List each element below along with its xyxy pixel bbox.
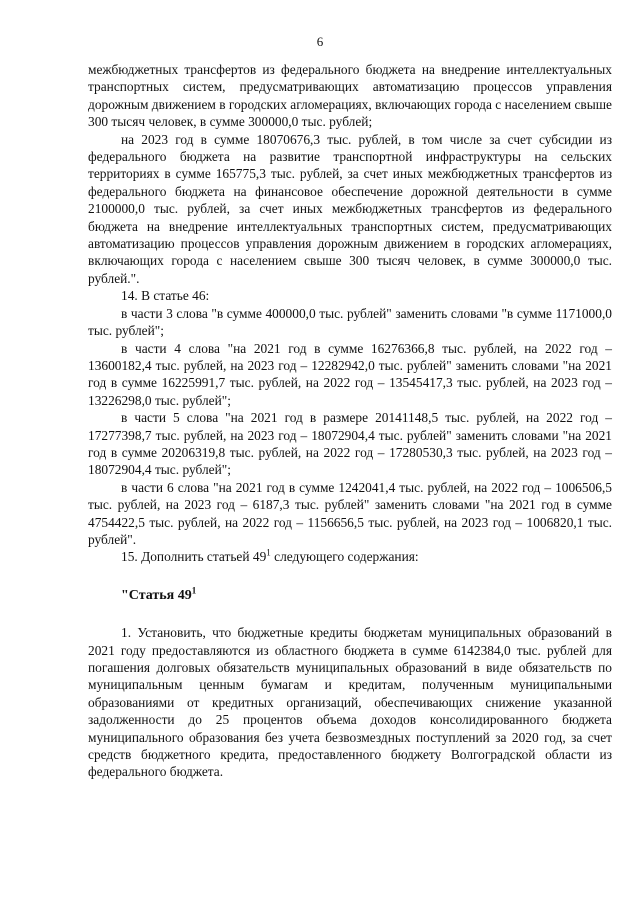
- article-heading-superscript: 1: [191, 585, 197, 596]
- item-15-text: 15. Дополнить статьей 49: [121, 549, 267, 565]
- document-body: [88, 61, 612, 781]
- page-number: 6: [316, 34, 324, 49]
- article-heading: [88, 587, 612, 604]
- paragraph-transfers-continuation: межбюджетных трансфертов из федерального бюджета на внедрение интеллектуальных транспортных систем, предусматривающих автоматизацию процессов управления дорожным движением в городских агломерациях, включающих города с населением свыше 300 тысяч человек, в сумме 300000,0 тыс. рублей;: [88, 62, 612, 130]
- paragraph-2023-year: на 2023 год в сумме 18070676,3 тыс. рублей, в том числе за счет субсидии из федерального бюджета на развитие транспортной инфраструктуры на сельских территориях в сумме 165775,3 тыс. рублей, за счет иных межбюджетных трансфертов из федерального бюджета на финансовое обеспечение дорожной деятельности в сумме 2100000,0 тыс. рублей, за счет иных межбюджетных трансфертов из федерального бюджета на внедрение интеллектуальных транспортных систем, предусматривающих автоматизацию процессов управления дорожным движением в городских агломерациях, включающих города с населением свыше 300 тысяч человек, в сумме 300000,0 тыс. рублей.".: [88, 131, 612, 286]
- article-paragraph-1: 1. Установить, что бюджетные кредиты бюджетам муниципальных образований в 2021 году предоставляются из областного бюджета в сумме 6142384,0 тыс. рублей для погашения долговых обязательств муниципальных образований в виде обязательств по муниципальным ценным бумагам и кредитам, полученным муниципальными образованиями от кредитных организаций, обеспечивающих снижение указанной задолженности до 25 процентов объема доходов консолидированного бюджета муниципального образования без учета безвозмездных поступлений за 2020 год, за счет средств бюджетного кредита, предоставленного бюджету Волгоградской области из федерального бюджета.: [88, 625, 612, 780]
- paragraph-part-6: в части 6 слова "на 2021 год в сумме 1242041,4 тыс. рублей, на 2022 год – 1006506,5 тыс. рублей, на 2023 год – 6187,3 тыс. рублей" заменить словами "на 2021 год в сумме 4754422,5 тыс. рублей, на 2022 год – 1156656,5 тыс. рублей, на 2023 год – 1006820,1 тыс. рублей".: [88, 479, 612, 547]
- article-heading-text: "Статья 49: [121, 587, 192, 603]
- paragraph-part-4: в части 4 слова "на 2021 год в сумме 16276366,8 тыс. рублей, на 2022 год – 13600182,4 тыс. рублей, на 2023 год – 12282942,0 тыс. рублей" заменить словами "на 2021 год в сумме 16225991,7 тыс. рублей, на 2022 год – 13545417,3 тыс. рублей, на 2023 год – 13226298,0 тыс. рублей";: [88, 340, 612, 408]
- paragraph-part-3: в части 3 слова "в сумме 400000,0 тыс. рублей" заменить словами "в сумме 1171000,0 тыс. рублей";: [88, 305, 612, 339]
- item-15-superscript: 1: [266, 547, 271, 558]
- paragraph-item-14: 14. В статье 46:: [121, 288, 210, 304]
- item-15-text-end: следующего содержания:: [270, 549, 419, 565]
- paragraph-item-15: [88, 548, 612, 565]
- paragraph-part-5: в части 5 слова "на 2021 год в размере 20141148,5 тыс. рублей, на 2022 год – 17277398,7 тыс. рублей, на 2023 год – 18072904,4 тыс. рублей" заменить словами "на 2021 год в сумме 20206319,8 тыс. рублей, на 2022 год – 17280530,3 тыс. рублей, на 2023 год – 18072904,4 тыс. рублей";: [88, 410, 612, 478]
